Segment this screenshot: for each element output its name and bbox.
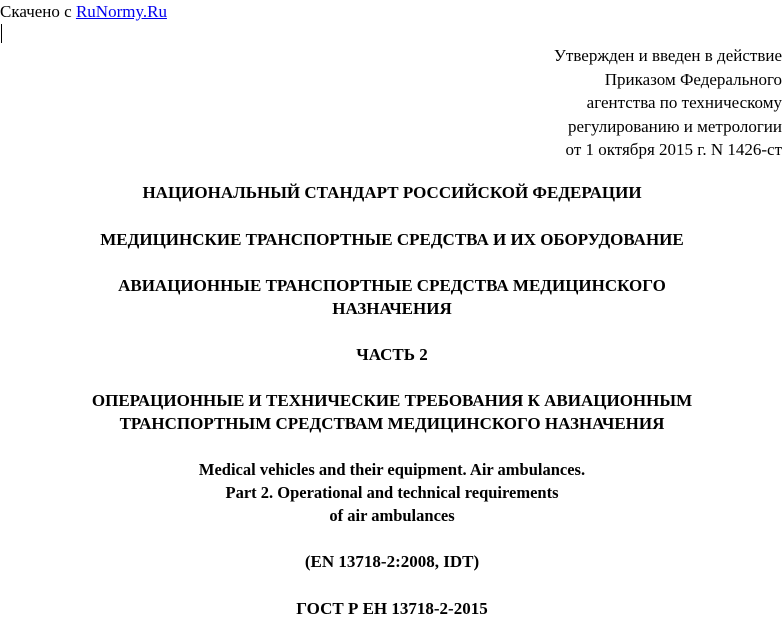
source-prefix: Скачено с: [0, 2, 76, 21]
aviation-heading: [0, 274, 784, 320]
heading-line: (EN 13718-2:2008, IDT): [304, 552, 480, 571]
operational-heading: [0, 389, 784, 435]
heading-line: of air ambulances: [329, 506, 455, 525]
en-reference: [0, 550, 784, 573]
gost-designation: [0, 597, 784, 620]
source-line: [0, 2, 167, 22]
text-cursor: [1, 24, 2, 43]
heading-line: ОПЕРАЦИОННЫЕ И ТЕХНИЧЕСКИЕ ТРЕБОВАНИЯ К АВИАЦИОННЫМ: [91, 391, 693, 410]
heading-line: АВИАЦИОННЫЕ ТРАНСПОРТНЫЕ СРЕДСТВА МЕДИЦИНСКОГО: [118, 276, 666, 295]
heading-line: ГОСТ Р ЕН 13718-2-2015: [296, 599, 488, 618]
medical-vehicles-heading: [0, 228, 784, 251]
heading-line: НАЗНАЧЕНИЯ: [332, 299, 452, 318]
heading-line: ЧАСТЬ 2: [356, 345, 428, 364]
approval-block: [554, 44, 782, 162]
heading-line: МЕДИЦИНСКИЕ ТРАНСПОРТНЫЕ СРЕДСТВА И ИХ ОБОРУДОВАНИЕ: [100, 230, 684, 249]
heading-line: Part 2. Operational and technical requirements: [225, 483, 559, 502]
approval-line: регулированию и метрологии: [567, 116, 782, 136]
national-standard-heading: [0, 181, 784, 204]
part-heading: [0, 343, 784, 366]
runormy-link[interactable]: RuNormy.Ru: [75, 2, 167, 21]
heading-line: НАЦИОНАЛЬНЫЙ СТАНДАРТ РОССИЙСКОЙ ФЕДЕРАЦИИ: [142, 183, 642, 202]
english-title: [0, 458, 784, 527]
heading-line: Medical vehicles and their equipment. Air ambulances.: [198, 460, 586, 479]
heading-line: ТРАНСПОРТНЫМ СРЕДСТВАМ МЕДИЦИНСКОГО НАЗНАЧЕНИЯ: [119, 414, 665, 433]
approval-line: Утвержден и введен в действие: [553, 46, 782, 65]
approval-line: агентства по техническому: [586, 93, 782, 112]
approval-line: Приказом Федерального: [604, 69, 782, 89]
approval-line: от 1 октября 2015 г. N 1426-ст: [565, 140, 782, 159]
